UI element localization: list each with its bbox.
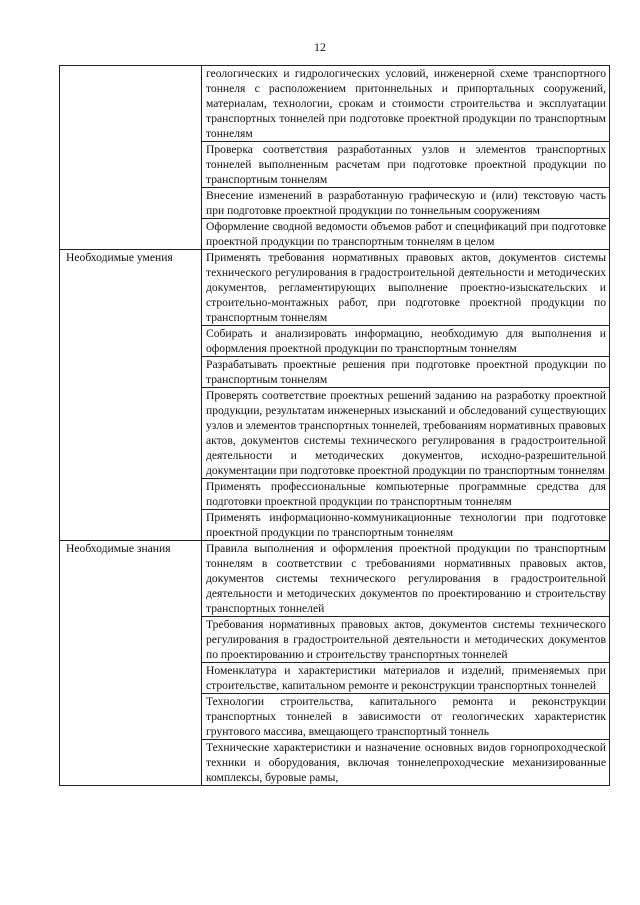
cell-text: Применять информационно-коммуникационные технологии при подготовке проектной продукции по транспортным тоннелям [206,511,606,539]
table-cell [202,142,610,188]
table-cell [202,250,610,326]
cell-text: Внесение изменений в разработанную графическую и (или) текстовую часть при подготовке проектной продукции по тоннельным сооружениям [206,189,606,217]
table-cell [202,326,610,357]
table-row [60,66,610,142]
table-cell [202,219,610,250]
section-label-knowledge: Необходимые знания [60,541,202,786]
cell-text: Оформление сводной ведомости объемов работ и спецификаций при подготовке проектной продукции по транспортным тоннелям в целом [206,220,606,248]
table-row [60,250,610,326]
page-number: 12 [314,40,326,54]
table-cell [202,510,610,541]
table-cell [202,66,610,142]
cell-text: Разрабатывать проектные решения при подготовке проектной продукции по транспортным тоннелям [206,358,606,386]
section-label-skills: Необходимые умения [60,250,202,541]
cell-text: Правила выполнения и оформления проектной продукции по транспортным тоннелям в соответствии с требованиями нормативных правовых актов, документов системы технического регулирования в градостроительной деятельности и методических документов по проектированию и строительству транспортных тоннелей [206,542,606,615]
table-cell [202,663,610,694]
table-cell [202,479,610,510]
table-cell [202,541,610,617]
table-cell [202,740,610,786]
cell-text: Применять требования нормативных правовых актов, документов системы технического регулирования в градостроительной деятельности и методических документов, регламентирующих выполнение проектно-изыскательских и строительно-монтажных работ, при подготовке проектной продукции по транспортным тоннелям [206,251,606,324]
cell-text: Технологии строительства, капитального ремонта и реконструкции транспортных тоннелей в зависимости от геологических характеристик грунтового массива, вмещающего транспортный тоннель [206,695,606,738]
table-cell [202,388,610,479]
cell-text: Технические характеристики и назначение основных видов горнопроходческой техники и оборудования, включая тоннелепроходческие механизированные комплексы, буровые рамы, [206,741,606,784]
table-cell [202,694,610,740]
cell-text: Номенклатура и характеристики материалов и изделий, применяемых при строительстве, капитальном ремонте и реконструкции транспортных тоннелей [206,664,606,692]
table-row [60,541,610,617]
table-cell [202,617,610,663]
cell-text: Собирать и анализировать информацию, необходимую для выполнения и оформления проектной продукции по транспортным тоннелям [206,327,606,355]
cell-text: Применять профессиональные компьютерные программные средства для подготовки проектной продукции по транспортным тоннелям [206,480,606,508]
table-cell [202,188,610,219]
cell-text: Проверять соответствие проектных решений заданию на разработку проектной продукции, результатам инженерных изысканий и обследований существующих узлов и элементов транспортных тоннелей, требованиям нормативных правовых актов, документов системы технического регулирования в градостроительной деятельности и методических документов, исходно-разрешительной документации при подготовке проектной продукции по транспортным тоннелям [206,389,606,477]
cell-text: геологических и гидрологических условий, инженерной схеме транспортного тоннеля с расположением притоннельных и припортальных сооружений, материалам, технологии, срокам и стоимости строительства и эксплуатации транспортных тоннелей при подготовке проектной продукции по транспортным тоннелям [206,67,606,140]
requirements-table [59,65,610,786]
cell-text: Требования нормативных правовых актов, документов системы технического регулирования в градостроительной деятельности и методических документов по проектированию и строительству транспортных тоннелей [206,618,606,661]
table-cell [202,357,610,388]
section-label-empty [60,66,202,250]
cell-text: Проверка соответствия разработанных узлов и элементов транспортных тоннелей выполненным расчетам при подготовке проектной продукции по транспортным тоннелям [206,143,606,186]
